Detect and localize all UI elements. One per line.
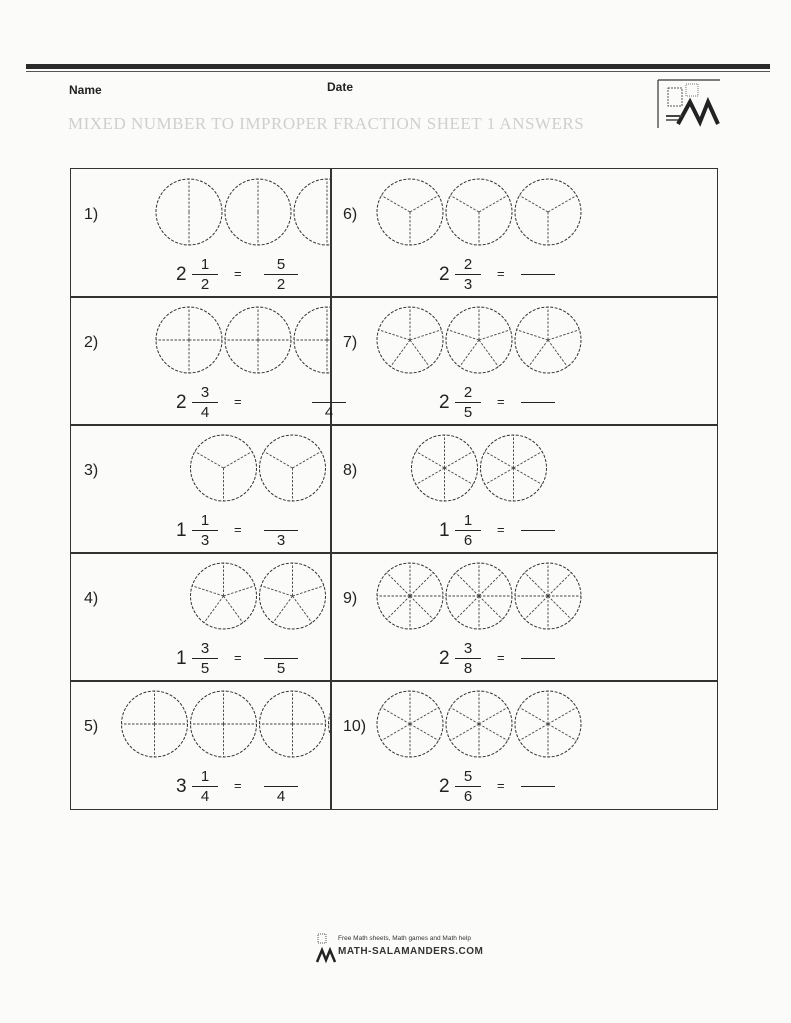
- whole-number: 2: [439, 264, 450, 285]
- answer-numerator: [521, 384, 555, 401]
- problem-number: 2): [84, 334, 99, 351]
- footer-logo-icon: [316, 932, 336, 964]
- mixed-fraction: [455, 384, 481, 421]
- denominator: 5: [200, 660, 210, 678]
- slice-line: [224, 596, 243, 623]
- slice-line: [379, 330, 410, 340]
- whole-number: 2: [439, 648, 450, 669]
- denominator: 3: [463, 276, 473, 294]
- answer-numerator: [264, 512, 298, 529]
- slice-line: [450, 724, 479, 741]
- slice-line: [445, 452, 474, 469]
- fraction-circle: [294, 179, 330, 245]
- problem-number: 8): [343, 462, 358, 479]
- whole-number: 2: [176, 264, 187, 285]
- slice-line: [448, 330, 479, 340]
- problem-number: 1): [84, 206, 99, 223]
- numerator: 3: [200, 384, 210, 401]
- date-label: Date: [327, 80, 354, 94]
- fraction-equation: [176, 640, 326, 680]
- problem-number: 7): [343, 334, 358, 351]
- problem-number: 5): [84, 718, 99, 735]
- fraction-equation: [176, 512, 326, 552]
- problem-cell: [70, 680, 330, 808]
- problem-number: 3): [84, 462, 99, 479]
- answer-fraction[interactable]: [521, 768, 555, 805]
- fraction-equation: [176, 384, 334, 424]
- problem-number: 9): [343, 590, 358, 607]
- mixed-fraction: [192, 384, 218, 421]
- equals-sign: =: [497, 266, 505, 281]
- answer-fraction[interactable]: [264, 768, 298, 805]
- mixed-fraction: [455, 640, 481, 677]
- name-label: Name: [69, 83, 102, 97]
- answer-denominator: [521, 788, 555, 805]
- numerator: 1: [200, 512, 210, 529]
- problem-cell: [331, 168, 718, 296]
- mixed-fraction: [455, 256, 481, 293]
- denominator: 6: [463, 788, 473, 806]
- slice-line: [514, 468, 543, 485]
- problem-cell: [331, 680, 718, 808]
- answer-denominator: [521, 660, 555, 677]
- fraction-bar: [455, 530, 481, 531]
- whole-number: 1: [439, 520, 450, 541]
- fraction-bar: [455, 274, 481, 275]
- slice-line: [450, 196, 479, 213]
- problem-cell: [70, 424, 330, 552]
- answer-bar: [264, 658, 298, 659]
- slice-line: [479, 596, 502, 619]
- slice-line: [391, 340, 410, 367]
- slice-line: [273, 596, 292, 623]
- equals-sign: =: [234, 394, 242, 409]
- equals-sign: =: [497, 522, 505, 537]
- slice-line: [525, 596, 548, 619]
- slice-line: [529, 340, 548, 367]
- mixed-fraction: [455, 512, 481, 549]
- mixed-fraction: [192, 640, 218, 677]
- whole-number: 1: [176, 648, 187, 669]
- numerator: 1: [200, 256, 210, 273]
- denominator: 2: [200, 276, 210, 294]
- answer-bar: [521, 786, 555, 787]
- slice-line: [224, 452, 253, 469]
- slice-line: [479, 724, 508, 741]
- answer-denominator: 4: [276, 788, 286, 806]
- slice-line: [517, 330, 548, 340]
- slice-line: [410, 196, 439, 213]
- footer-brand: [316, 932, 496, 966]
- slice-line: [387, 573, 410, 596]
- equals-sign: =: [234, 266, 242, 281]
- problem-cell: [70, 552, 330, 680]
- slice-line: [456, 573, 479, 596]
- sheet-title: MIXED NUMBER TO IMPROPER FRACTION SHEET 1 ANSWERS: [68, 114, 585, 133]
- denominator: 4: [200, 404, 210, 422]
- answer-bar: [264, 274, 298, 275]
- answer-bar: [521, 402, 555, 403]
- numerator: 3: [463, 640, 473, 657]
- equals-sign: =: [497, 778, 505, 793]
- slice-line: [410, 340, 429, 367]
- answer-denominator: [521, 532, 555, 549]
- fraction-equation: [439, 640, 589, 680]
- slice-line: [548, 596, 571, 619]
- fraction-bar: [192, 530, 218, 531]
- salamander-logo-icon: [656, 76, 722, 130]
- slice-line: [548, 196, 577, 213]
- fraction-bar: [192, 786, 218, 787]
- problem-cell: [70, 168, 330, 296]
- problem-cell: [331, 296, 718, 424]
- numerator: 2: [463, 384, 473, 401]
- fraction-bar: [192, 658, 218, 659]
- problem-cell: [70, 296, 334, 424]
- answer-fraction[interactable]: [521, 384, 555, 421]
- slice-line: [293, 452, 322, 469]
- answer-bar: [521, 530, 555, 531]
- answer-bar: [264, 530, 298, 531]
- slice-line: [224, 586, 255, 596]
- fraction-equation: [439, 768, 589, 808]
- answer-numerator: [521, 768, 555, 785]
- fraction-bar: [455, 402, 481, 403]
- answer-fraction[interactable]: [521, 640, 555, 677]
- answer-denominator: 3: [276, 532, 286, 550]
- problem-number: 10): [343, 718, 367, 735]
- numerator: 1: [200, 768, 210, 785]
- slice-line: [525, 573, 548, 596]
- fraction-bar: [192, 402, 218, 403]
- slice-line: [381, 708, 410, 725]
- slice-line: [410, 330, 441, 340]
- answer-numerator: [521, 640, 555, 657]
- answer-denominator: [521, 404, 555, 421]
- mixed-fraction: [192, 768, 218, 805]
- answer-denominator: 5: [276, 660, 286, 678]
- slice-line: [519, 196, 548, 213]
- slice-line: [479, 573, 502, 596]
- slice-line: [485, 468, 514, 485]
- fraction-bar: [455, 658, 481, 659]
- denominator: 8: [463, 660, 473, 678]
- slice-line: [548, 708, 577, 725]
- top-rule: [26, 64, 770, 69]
- slice-line: [410, 724, 439, 741]
- mixed-fraction: [192, 512, 218, 549]
- numerator: 1: [463, 512, 473, 529]
- slice-line: [479, 330, 510, 340]
- problem-cell: [331, 552, 718, 680]
- slice-line: [450, 708, 479, 725]
- numerator: 3: [200, 640, 210, 657]
- denominator: 4: [200, 788, 210, 806]
- slice-line: [445, 468, 474, 485]
- answer-numerator: 5: [276, 256, 286, 273]
- slice-line: [416, 452, 445, 469]
- slice-line: [192, 586, 223, 596]
- answer-fraction[interactable]: [264, 256, 298, 293]
- answer-fraction[interactable]: [264, 512, 298, 549]
- fraction-equation: [176, 768, 326, 808]
- whole-number: 2: [439, 392, 450, 413]
- top-subrule: [26, 71, 770, 72]
- problem-number: 4): [84, 590, 99, 607]
- answer-fraction[interactable]: [521, 512, 555, 549]
- answer-denominator: [521, 276, 555, 293]
- fraction-equation: [176, 256, 326, 296]
- answer-bar: [521, 658, 555, 659]
- slice-line: [416, 468, 445, 485]
- fraction-equation: [439, 384, 589, 424]
- fraction-bar: [455, 786, 481, 787]
- slice-line: [479, 340, 498, 367]
- numerator: 5: [463, 768, 473, 785]
- problem-cell: [331, 424, 718, 552]
- answer-bar: [264, 786, 298, 787]
- answer-denominator: 4: [324, 404, 334, 422]
- slice-line: [548, 573, 571, 596]
- whole-number: 2: [439, 776, 450, 797]
- slice-line: [387, 596, 410, 619]
- slice-line: [548, 330, 579, 340]
- footer-site: MATH-SALAMANDERS.COM: [338, 946, 484, 957]
- equals-sign: =: [234, 522, 242, 537]
- answer-bar: [521, 274, 555, 275]
- slice-line: [548, 340, 567, 367]
- denominator: 5: [463, 404, 473, 422]
- answer-numerator: [521, 512, 555, 529]
- fraction-equation: [439, 256, 589, 296]
- slice-line: [460, 340, 479, 367]
- slice-line: [410, 708, 439, 725]
- slice-line: [456, 596, 479, 619]
- equals-sign: =: [234, 650, 242, 665]
- problem-number: 6): [343, 206, 358, 223]
- slice-line: [293, 586, 324, 596]
- slice-line: [410, 596, 433, 619]
- slice-line: [293, 596, 312, 623]
- slice-line: [519, 724, 548, 741]
- answer-numerator: [521, 256, 555, 273]
- answer-numerator: [264, 640, 298, 657]
- slice-line: [264, 452, 293, 469]
- denominator: 3: [200, 532, 210, 550]
- slice-line: [519, 708, 548, 725]
- slice-line: [548, 724, 577, 741]
- fraction-bar: [192, 274, 218, 275]
- slice-line: [204, 596, 223, 623]
- slice-line: [514, 452, 543, 469]
- answer-fraction[interactable]: [264, 640, 298, 677]
- slice-line: [479, 196, 508, 213]
- answer-numerator: [264, 768, 298, 785]
- equals-sign: =: [497, 650, 505, 665]
- whole-number: 1: [176, 520, 187, 541]
- footer-tagline: Free Math sheets, Math games and Math help: [338, 935, 471, 942]
- fraction-equation: [439, 512, 589, 552]
- whole-number: 3: [176, 776, 187, 797]
- numerator: 2: [463, 256, 473, 273]
- slice-line: [195, 452, 224, 469]
- whole-number: 2: [176, 392, 187, 413]
- equals-sign: =: [234, 778, 242, 793]
- slice-line: [479, 708, 508, 725]
- mixed-fraction: [455, 768, 481, 805]
- slice-line: [381, 196, 410, 213]
- slice-line: [485, 452, 514, 469]
- mixed-fraction: [192, 256, 218, 293]
- equals-sign: =: [497, 394, 505, 409]
- answer-fraction[interactable]: [521, 256, 555, 293]
- denominator: 6: [463, 532, 473, 550]
- answer-denominator: 2: [276, 276, 286, 294]
- slice-line: [261, 586, 292, 596]
- slice-line: [410, 573, 433, 596]
- slice-line: [381, 724, 410, 741]
